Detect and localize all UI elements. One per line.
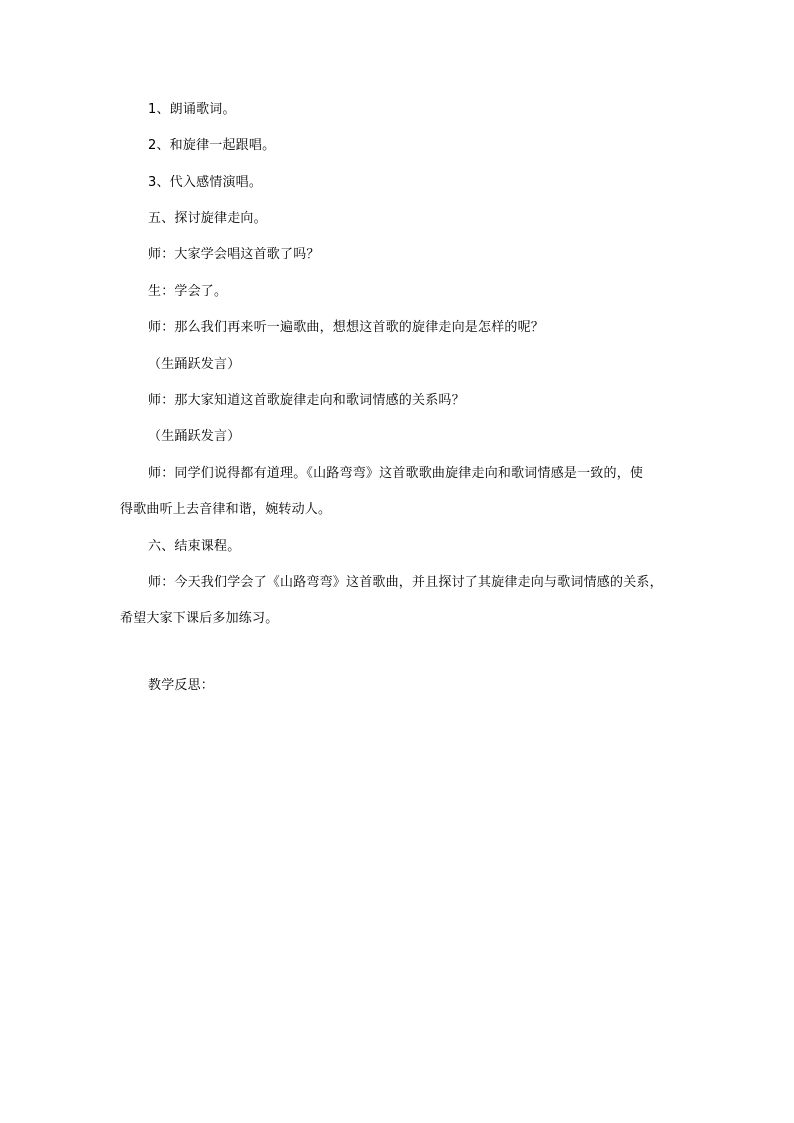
student-response-2: （生踊跃发言） — [148, 429, 241, 444]
student-response-1: （生踊跃发言） — [148, 357, 241, 372]
teacher-line-4-part-2: 得歌曲听上去音律和谐，婉转动人。 — [120, 502, 332, 517]
teacher-line-5-part-2: 希望大家下课后多加练习。 — [120, 611, 279, 626]
student-line-1: 生：学会了。 — [148, 284, 228, 299]
step-3-sing-with-emotion: 3、代入感情演唱。 — [148, 175, 263, 190]
section-six-heading: 六、结束课程。 — [148, 539, 241, 554]
teacher-line-4-part-1: 师：同学们说得都有道理。《山路弯弯》这首歌歌曲旋律走向和歌词情感是一致的，使 — [148, 466, 644, 481]
teacher-line-2: 师：那么我们再来听一遍歌曲，想想这首歌的旋律走向是怎样的呢？ — [148, 320, 545, 335]
teacher-line-1: 师：大家学会唱这首歌了吗？ — [148, 247, 320, 262]
teacher-line-3: 师：那大家知道这首歌旋律走向和歌词情感的关系吗？ — [148, 393, 465, 408]
teaching-reflection-label: 教学反思： — [148, 678, 215, 693]
section-five-heading: 五、探讨旋律走向。 — [148, 211, 267, 226]
teacher-line-5-part-1: 师：今天我们学会了《山路弯弯》这首歌曲，并且探讨了其旋律走向与歌词情感的关系， — [148, 575, 663, 590]
step-1-recite-lyrics: 1、朗诵歌词。 — [148, 102, 236, 117]
step-2-sing-along: 2、和旋律一起跟唱。 — [148, 138, 276, 153]
